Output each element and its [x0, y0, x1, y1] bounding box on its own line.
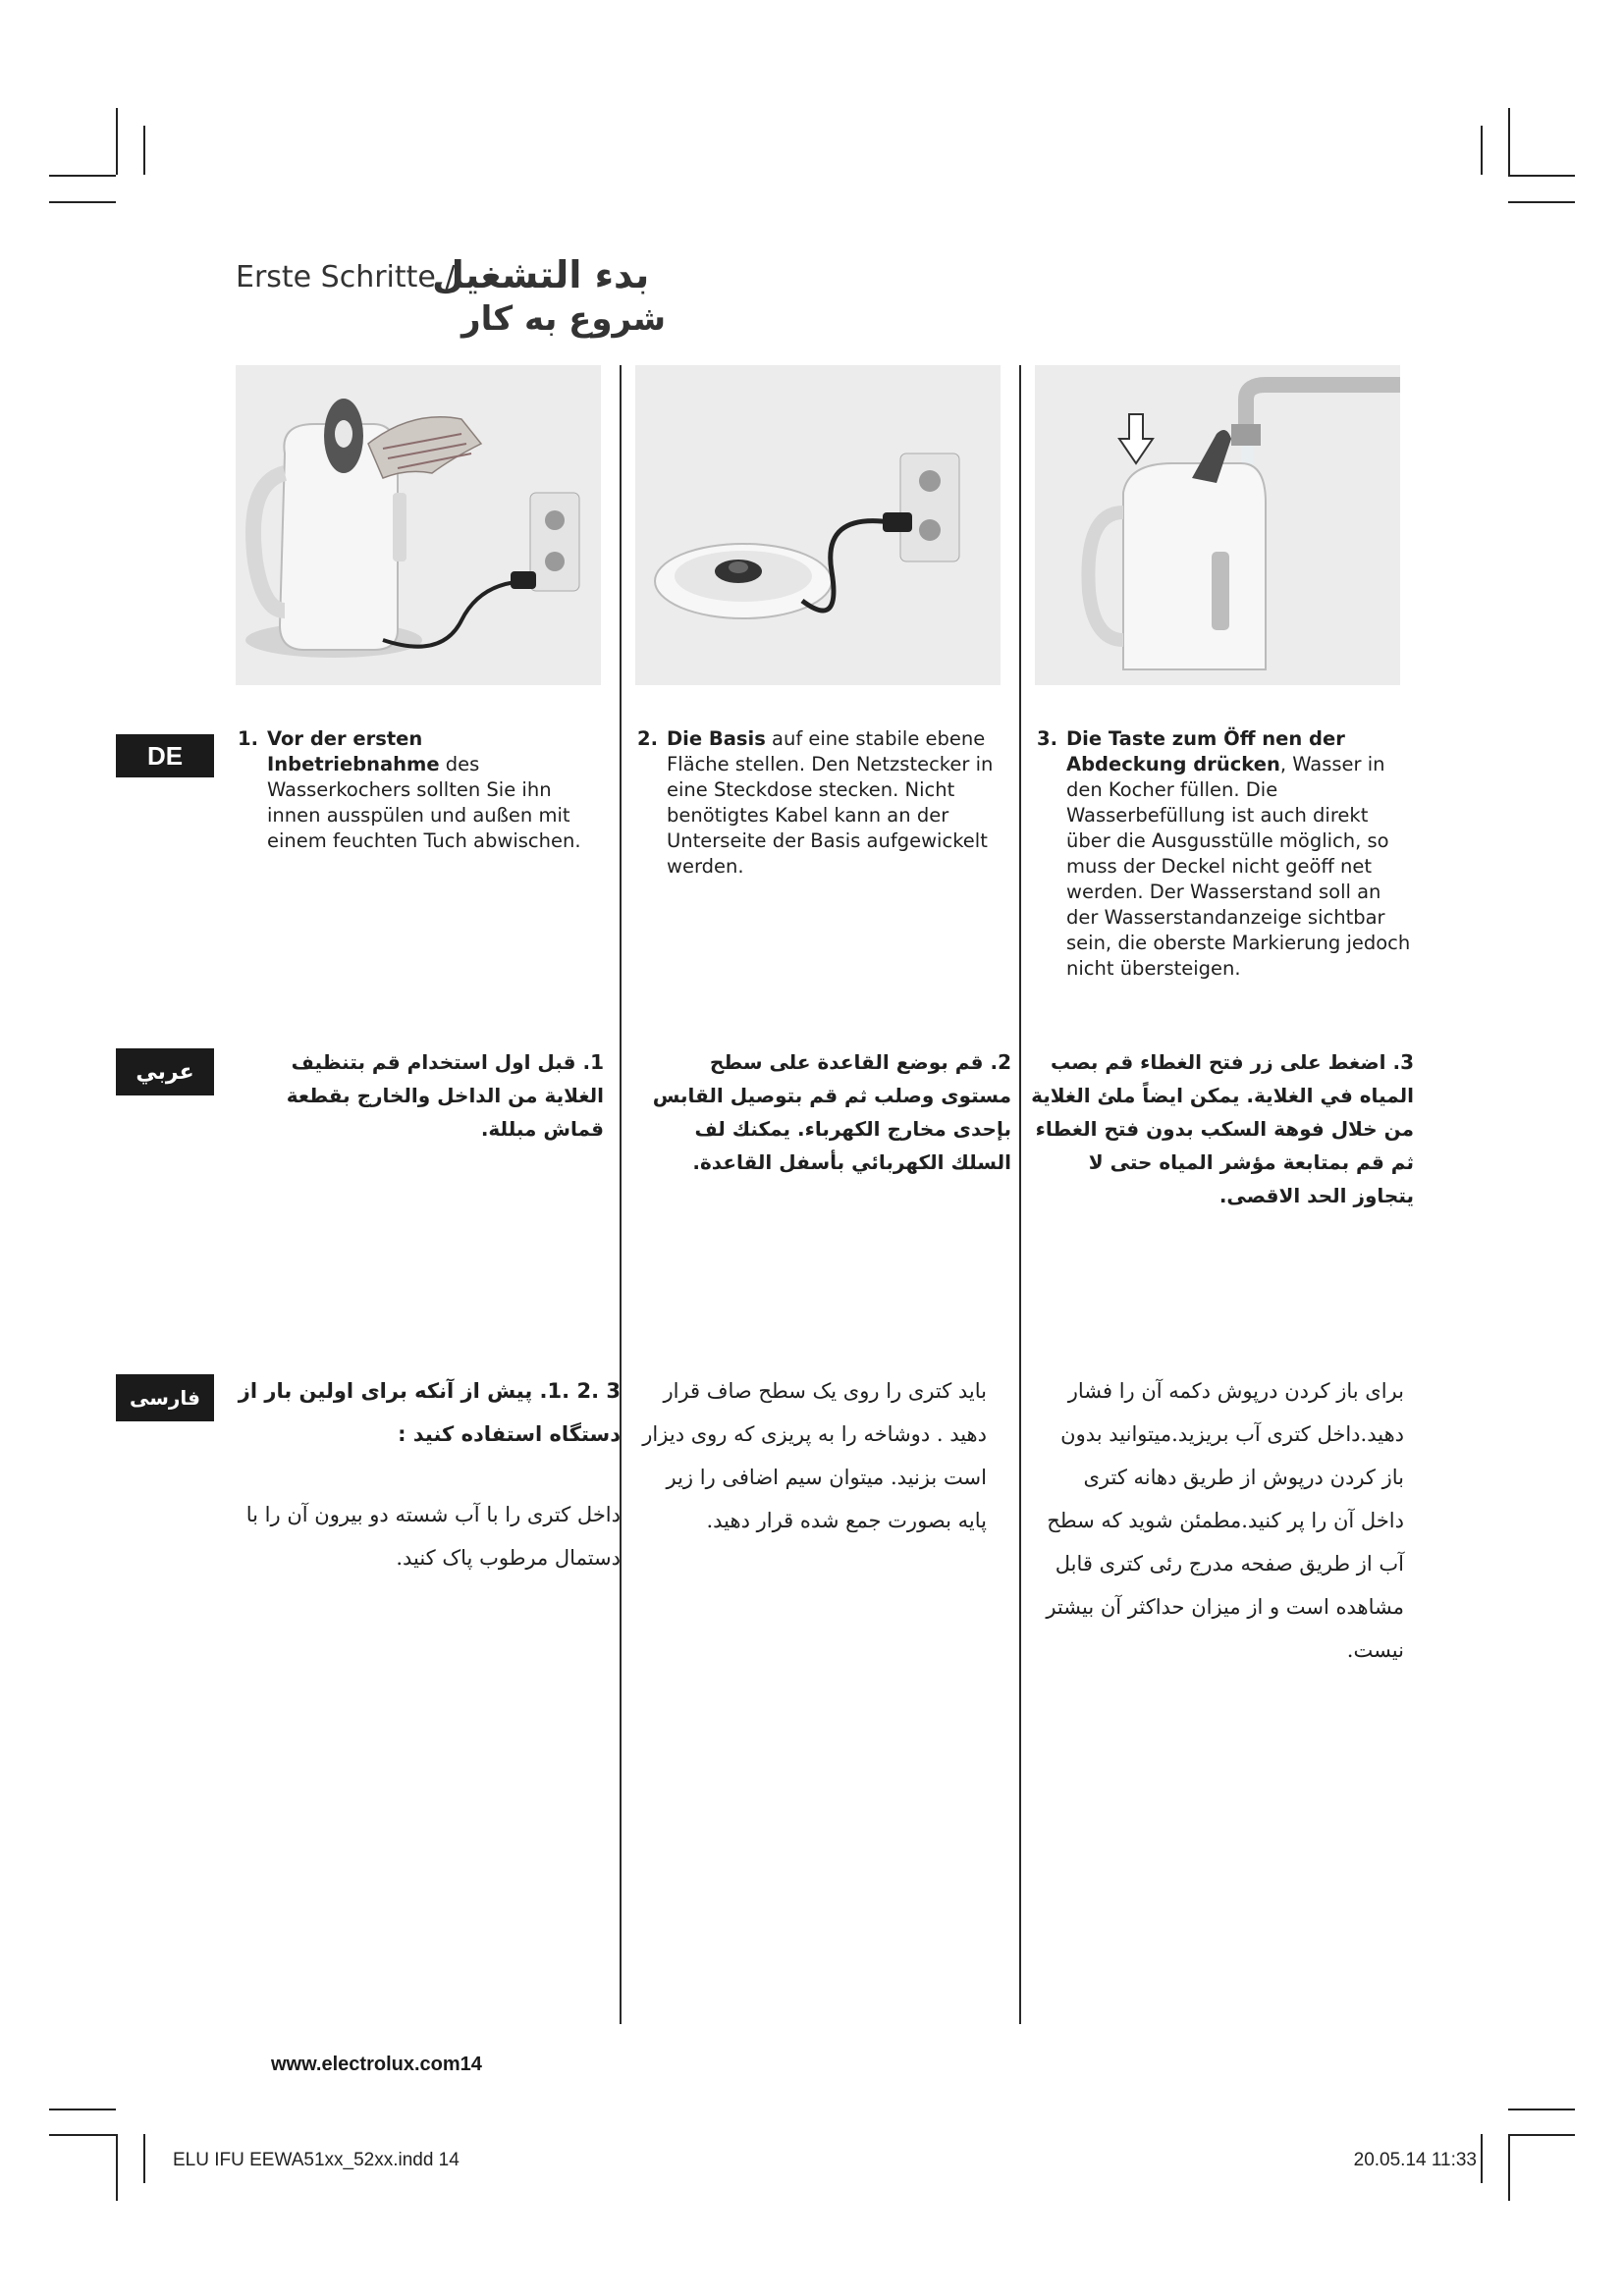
step-number: 3. [1037, 727, 1057, 750]
page-title-arabic: بدء التشغيل [432, 253, 650, 296]
ar-step-3: 3. اضغط على زر فتح الغطاء قم بصب المياه في الغلاية. يمكن ايضاً ملئ الغلاية من خلال فوهة السكب بدون فتح الغطاء ثم قم بمتابعة مؤشر المياه حتى لا يتجاوز الحد الاقصى. [1031, 1050, 1414, 1207]
crop-mark [143, 2134, 145, 2183]
step-text: , Wasser in den Kocher füllen. Die Wasserbefüllung ist auch direkt über die Ausgusstülle möglich, so muss der Deckel nicht geöff net werden. Der Wasserstand soll an der Wasserstandanzeige sichtbar sein, die oberste Markierung jedoch nicht übersteigen. [1066, 753, 1411, 980]
column-divider [620, 365, 622, 2024]
crop-mark [1481, 2134, 1483, 2183]
fa-step-heading-text: پیش از آنکه برای اولین بار از دستگاه استفاده کنید : [238, 1379, 621, 1446]
fa-step-3 [1041, 1369, 1404, 1672]
step-text: des Wasserkochers sollten Sie ihn innen ausspülen und außen mit einem feuchten Tuch abwischen. [267, 753, 581, 852]
step-text: auf eine stabile ebene Fläche stellen. Den Netzstecker in eine Steckdose stecken. Nicht benötigtes Kabel kann an der Unterseite der Basis aufgewickelt werden. [667, 727, 994, 878]
crop-mark [1508, 2134, 1510, 2201]
crop-mark [1481, 126, 1483, 175]
column-divider [1019, 365, 1021, 2024]
crop-mark [1508, 201, 1575, 203]
kettle-cleaning-photo [236, 365, 601, 685]
page-title-german: Erste Schritte / [236, 260, 456, 294]
crop-mark [1508, 2109, 1575, 2110]
ar-step-2: 2. قم بوضع القاعدة على سطح مستوى وصلب ثم قم بتوصيل القابس بإحدى مخارج الكهرباء. يمكنك لف السلك الكهربائي بأسفل القاعدة. [652, 1050, 1011, 1174]
fa-step-text: داخل کتری را با آب شسته دو بیرون آن را با دستمال مرطوب پاک کنید. [245, 1503, 621, 1570]
crop-mark [116, 108, 118, 175]
ar-step-1: 1. قبل اول استخدام قم بتنظيف الغلاية من الداخل والخارج بقطعة قماش مبللة. [286, 1050, 604, 1141]
step-number: 1. [238, 727, 258, 750]
de-step-2 [637, 726, 1005, 880]
language-tag-de: DE [116, 734, 214, 777]
step-emphasis: Vor der ersten Inbetriebnahme [267, 727, 440, 775]
fa-step-text: باید کتری را روی یک سطح صاف قرار دهید . دوشاخه را به پریزی که روی دیزار است بزنید. میتوان سیم اضافی را زیر پایه بصورت جمع شده قرار دهید. [642, 1379, 987, 1532]
kettle-filling-photo [1035, 365, 1400, 685]
fa-step-text: برای باز کردن درپوش دکمه آن را فشار دهید.داخل کتری آب بریزید.میتوانید بدون باز کردن درپوش از طریق دهانه کتری داخل آن را پر کنید.مطمئن شوید که سطح آب از طریق صفحه مدرج رئی کتری قابل مشاهده است و از میزان حداکثر آن بیشتر نیست. [1046, 1379, 1404, 1662]
footer-timestamp: 20.05.14 11:33 [1353, 2150, 1477, 2170]
step-emphasis: Die Taste zum Öff nen der Abdeckung drücken [1066, 727, 1345, 775]
step-number: 2. [637, 727, 658, 750]
crop-mark [143, 126, 145, 175]
page-title-persian: شروع به کار [461, 299, 667, 339]
kettle-base-plug-photo [635, 365, 1001, 685]
footer-filename: ELU IFU EEWA51xx_52xx.indd 14 [173, 2150, 460, 2170]
crop-mark [49, 2134, 116, 2136]
fa-step-1 [228, 1369, 621, 1579]
language-tag-persian: فارسی [116, 1374, 214, 1421]
language-tag-arabic: عربي [116, 1048, 214, 1095]
fa-step-heading [228, 1369, 621, 1456]
crop-mark [1508, 108, 1510, 175]
fa-step-2 [633, 1369, 987, 1542]
crop-mark [49, 201, 116, 203]
crop-mark [1508, 175, 1575, 177]
footer-website: www.electrolux.com14 [271, 2054, 482, 2075]
crop-mark [49, 175, 116, 177]
de-step-1 [238, 726, 601, 854]
crop-mark [49, 2109, 116, 2110]
crop-mark [1508, 2134, 1575, 2136]
de-step-3 [1037, 726, 1415, 982]
step-emphasis: Die Basis [667, 727, 766, 750]
fa-step-numbers: 3 .2 .1. [539, 1379, 621, 1403]
crop-mark [116, 2134, 118, 2201]
